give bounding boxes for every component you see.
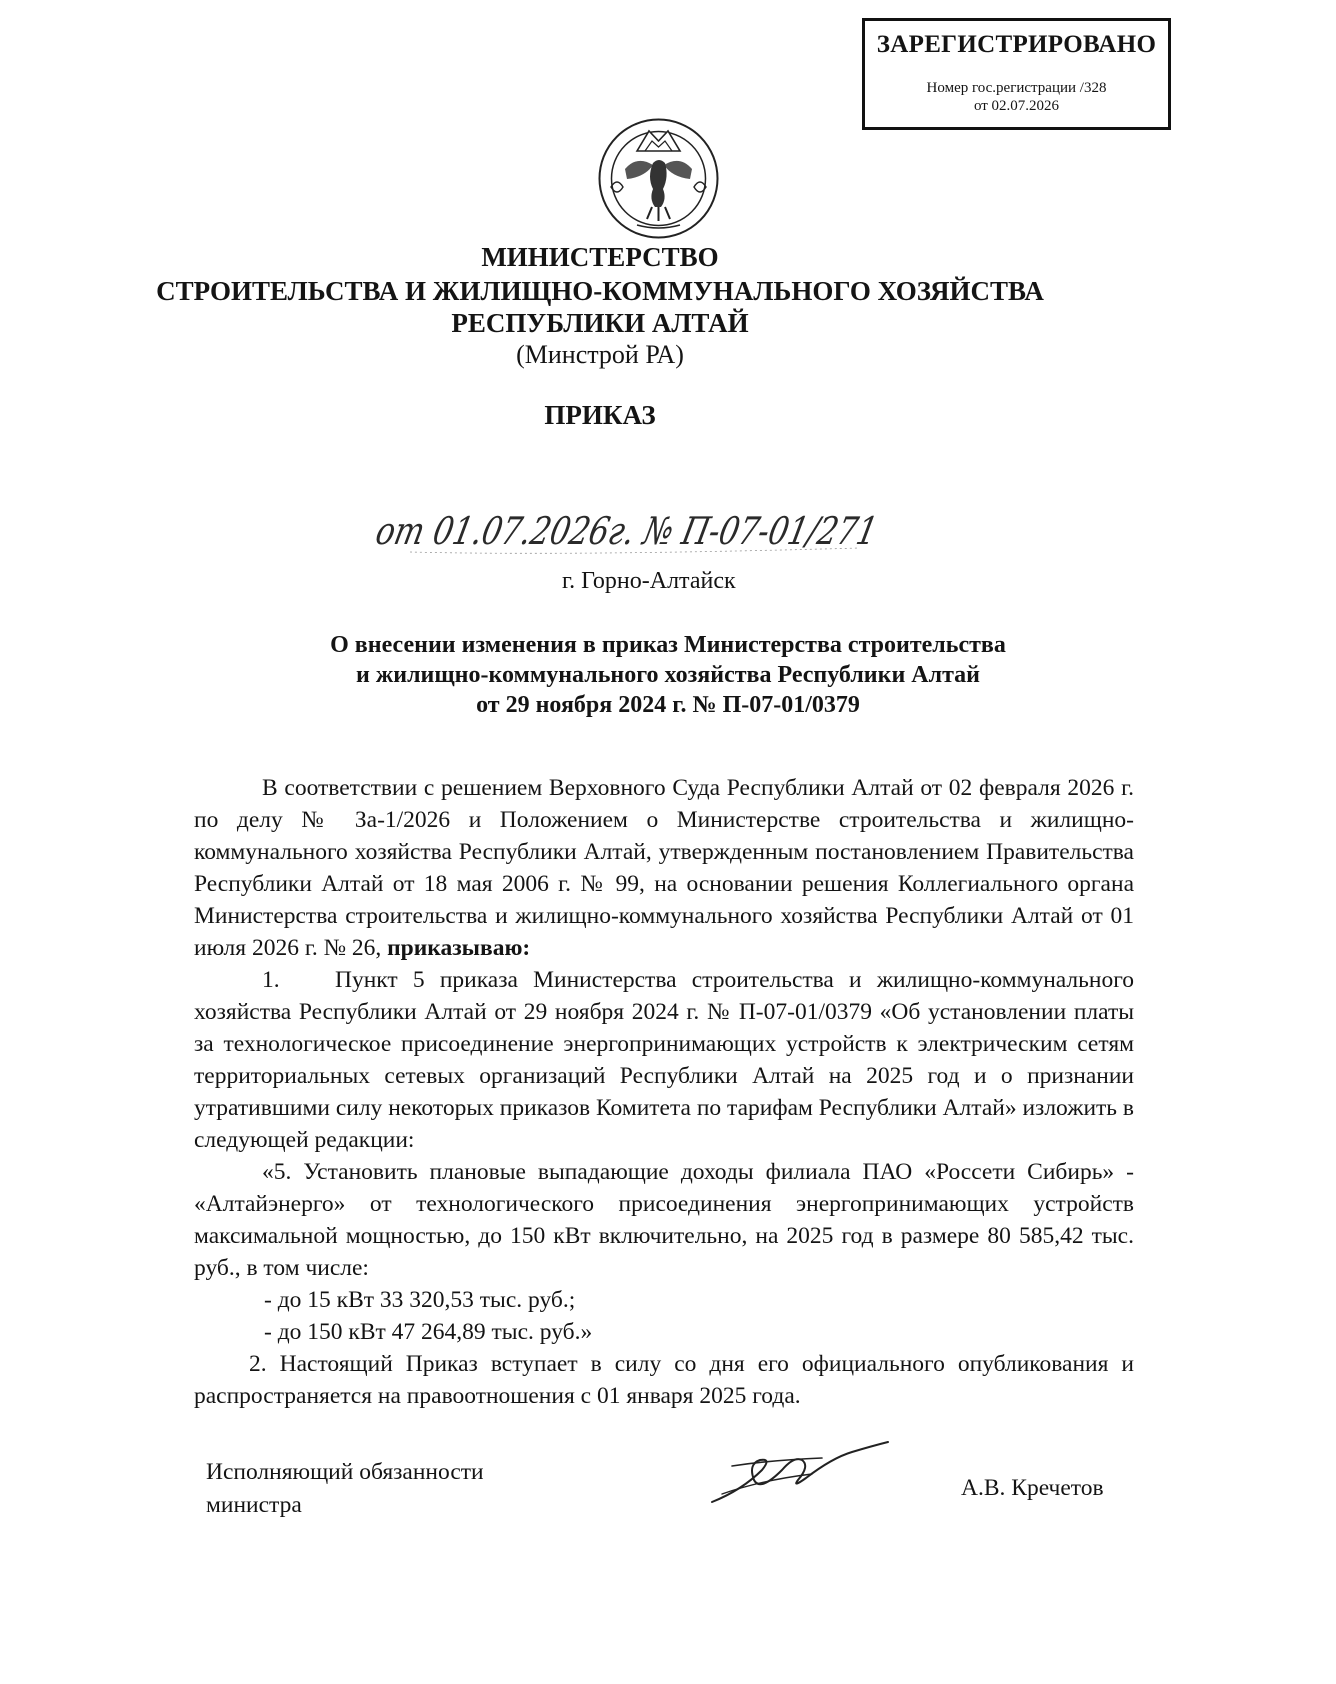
stamp-reg-number: Номер гос.регистрации /328 [926, 80, 1107, 96]
signatory-role-line1: Исполняющий обязанности [206, 1459, 484, 1485]
subject-line1: О внесении изменения в приказ Министерства строительства [330, 632, 1006, 658]
ministry-title-line3: РЕСПУБЛИКИ АЛТАЙ [451, 308, 749, 338]
item2-paragraph: 2. Настоящий Приказ вступает в силу со дня его официального опубликования и распространяется на правоотношения с 01 января 2025 года. [194, 1351, 1134, 1409]
document-type: ПРИКАЗ [544, 400, 656, 430]
dash-item-150kw: - до 150 кВт 47 264,89 тыс. руб.» [264, 1319, 593, 1345]
item1-text: Пункт 5 приказа Министерства строительства и жилищно-коммунального хозяйства Республики Алтай от 29 ноября 2024 г. № П-07-01/0379 «Об установлении платы за технологическое присоединение энергопринимающих устройств к электрическим сетям территориальных сетевых организаций Республики Алтай на 2025 год и о признании утратившими силу некоторых приказов Комитета по тарифам Республики Алтай» изложить в следующей редакции: [194, 967, 1134, 1153]
coat-of-arms-icon [597, 117, 720, 240]
stamp-title: ЗАРЕГИСТРИРОВАНО [876, 31, 1157, 58]
order-body [194, 772, 1134, 1412]
signatory-role-line2: министра [206, 1492, 302, 1518]
preamble-paragraph [194, 772, 1134, 964]
stamp-reg-date: от 02.07.2026 [973, 98, 1060, 114]
ministry-title-line1: МИНИСТЕРСТВО [481, 242, 719, 272]
ministry-short-name: (Минстрой РА) [516, 340, 684, 369]
registration-stamp [862, 18, 1171, 130]
city: г. Горно-Алтайск [562, 568, 736, 594]
subject-line3: от 29 ноября 2024 г. № П-07-01/0379 [476, 692, 860, 718]
ministry-title-line2: СТРОИТЕЛЬСТВА И ЖИЛИЩНО-КОММУНАЛЬНОГО ХОЗЯЙСТВА [156, 276, 1044, 306]
handwritten-signature-icon [702, 1430, 892, 1510]
handwritten-order-number [370, 500, 1002, 562]
signatory-name: А.В. Кречетов [961, 1475, 1104, 1501]
preamble-text: В соответствии с решением Верховного Суда Республики Алтай от 02 февраля 2026 г. по делу № За-1/2026 и Положением о Министерстве строительства и жилищно-коммунального хозяйства Республики Алтай, утвержденным постановлением Правительства Республики Алтай от 18 мая 2006 г. № 99, на основании решения Коллегиального органа Министерства строительства и жилищно-коммунального хозяйства Республики Алтай от 01 июля 2026 г. № 26, [194, 775, 1134, 961]
svg-text:от 01.07.2026г. № П-07-01/271: от 01.07.2026г. № П-07-01/271 [371, 509, 1002, 554]
item1-number: 1. [262, 967, 280, 993]
subject-line2: и жилищно-коммунального хозяйства Республики Алтай [356, 662, 980, 688]
signatory-role [206, 1456, 484, 1522]
item1-paragraph [194, 964, 1134, 1156]
dash-item-15kw: - до 15 кВт 33 320,53 тыс. руб.; [264, 1287, 576, 1313]
preamble-decision: приказываю: [387, 935, 531, 961]
quote-paragraph: «5. Установить плановые выпадающие доходы филиала ПАО «Россети Сибирь» - «Алтайэнерго» от технологического присоединения энергопринимающих устройств максимальной мощностью, до 150 кВт включительно, на 2025 год в размере 80 585,42 тыс. руб., в том числе: [194, 1159, 1134, 1281]
